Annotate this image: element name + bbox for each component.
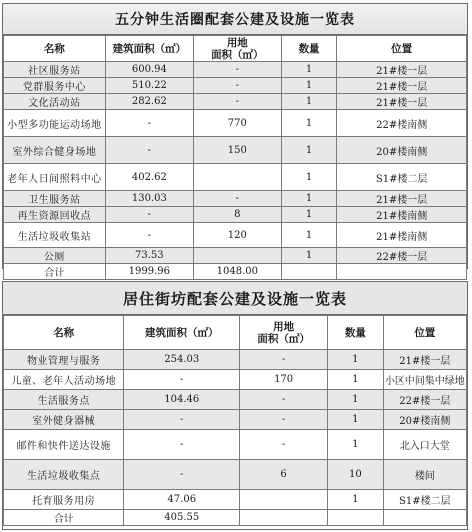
cell-area: 600.94	[105, 62, 193, 78]
cell-land: 170	[240, 370, 328, 390]
total-land: 1048.00	[193, 264, 281, 280]
cell-name: 公厕	[4, 248, 106, 264]
cell-location: 22#楼一层	[337, 248, 467, 264]
cell-area: -	[124, 430, 240, 460]
cell-name: 卫生服务站	[4, 191, 106, 207]
table-row	[4, 191, 467, 207]
facilities-table-block	[2, 281, 468, 530]
cell-area: 73.53	[105, 248, 193, 264]
table-row	[4, 223, 467, 248]
cell-count: 1	[328, 490, 384, 510]
cell-name: 物业管理与服务	[4, 350, 124, 370]
table-row	[4, 137, 467, 164]
table-row	[4, 62, 467, 78]
cell-count: 1	[328, 370, 384, 390]
total-row	[4, 264, 467, 280]
header-row	[4, 316, 467, 350]
cell-location: S1#楼二层	[337, 164, 467, 191]
cell-name: 生活服务点	[4, 390, 124, 410]
cell-name: 社区服务站	[4, 62, 106, 78]
table-row	[4, 248, 467, 264]
cell-land: -	[240, 410, 328, 430]
cell-location: 22#楼一层	[383, 390, 466, 410]
cell-land: 150	[193, 137, 281, 164]
cell-name: 老年人日间照料中心	[4, 164, 106, 191]
cell-land: 120	[193, 223, 281, 248]
cell-land: -	[193, 62, 281, 78]
header-location: 位置	[383, 316, 466, 350]
cell-count: 1	[328, 430, 384, 460]
total-name: 合计	[4, 510, 124, 526]
total-location	[383, 510, 466, 526]
cell-name: 室外综合健身场地	[4, 137, 106, 164]
table-row	[4, 78, 467, 94]
table-row	[4, 350, 467, 370]
cell-name: 生活垃圾收集站	[4, 223, 106, 248]
table-row	[4, 94, 467, 110]
cell-count: 1	[281, 164, 337, 191]
cell-location: 21#楼南侧	[337, 223, 467, 248]
table-row	[4, 390, 467, 410]
cell-area: -	[105, 207, 193, 223]
header-land	[193, 36, 281, 62]
cell-count: 1	[328, 350, 384, 370]
header-land	[240, 316, 328, 350]
total-row	[4, 510, 467, 526]
cell-count: 1	[328, 390, 384, 410]
header-count: 数量	[281, 36, 337, 62]
total-count	[281, 264, 337, 280]
table-title: 五分钟生活圈配套公建及设施一览表	[3, 4, 467, 35]
cell-location: 小区中间集中绿地	[383, 370, 466, 390]
cell-count: 1	[281, 62, 337, 78]
cell-name: 党群服务中心	[4, 78, 106, 94]
cell-area: 510.22	[105, 78, 193, 94]
cell-area: 130.03	[105, 191, 193, 207]
cell-location: 20#楼南侧	[383, 410, 466, 430]
table-row	[4, 430, 467, 460]
cell-count: 1	[281, 248, 337, 264]
cell-area: 104.46	[124, 390, 240, 410]
cell-land: 6	[240, 460, 328, 490]
cell-area: -	[105, 110, 193, 137]
cell-name: 小型多功能运动场地	[4, 110, 106, 137]
header-count: 数量	[328, 316, 384, 350]
cell-location: 21#楼一层	[337, 191, 467, 207]
cell-location: 21#楼一层	[337, 62, 467, 78]
cell-land: -	[193, 191, 281, 207]
cell-area: 47.06	[124, 490, 240, 510]
cell-name: 邮件和快件送达设施	[4, 430, 124, 460]
cell-count: 1	[281, 94, 337, 110]
header-row	[4, 36, 467, 62]
cell-area: 282.62	[105, 94, 193, 110]
cell-area: -	[124, 370, 240, 390]
total-name: 合计	[4, 264, 106, 280]
cell-name: 室外健身器械	[4, 410, 124, 430]
table-row	[4, 410, 467, 430]
cell-land	[193, 164, 281, 191]
cell-land: -	[240, 430, 328, 460]
table-row	[4, 370, 467, 390]
header-land-line1: 用地	[273, 320, 295, 333]
cell-count: 1	[281, 137, 337, 164]
cell-area: -	[124, 460, 240, 490]
cell-area: -	[105, 137, 193, 164]
cell-area: 402.62	[105, 164, 193, 191]
cell-count: 1	[281, 207, 337, 223]
cell-count: 10	[328, 460, 384, 490]
table-row	[4, 460, 467, 490]
cell-location: 21#楼一层	[337, 94, 467, 110]
cell-land: -	[193, 78, 281, 94]
table-row	[4, 207, 467, 223]
cell-location: 21#楼一层	[337, 78, 467, 94]
cell-land	[193, 248, 281, 264]
cell-name: 再生资源回收点	[4, 207, 106, 223]
total-area: 405.55	[124, 510, 240, 526]
cell-land: -	[240, 350, 328, 370]
cell-location: 21#楼一层	[383, 350, 466, 370]
total-area: 1999.96	[105, 264, 193, 280]
total-count	[328, 510, 384, 526]
cell-location: 22#楼南侧	[337, 110, 467, 137]
cell-location: 20#楼南侧	[337, 137, 467, 164]
cell-count: 1	[281, 78, 337, 94]
cell-location: 北入口大堂	[383, 430, 466, 460]
cell-name: 生活垃圾收集点	[4, 460, 124, 490]
header-land-line2: 面积（㎡）	[257, 332, 310, 345]
cell-land	[240, 490, 328, 510]
cell-area: 254.03	[124, 350, 240, 370]
cell-count: 1	[328, 410, 384, 430]
table-title: 居住街坊配套公建及设施一览表	[3, 282, 467, 315]
table-grid	[3, 315, 467, 526]
table-row	[4, 490, 467, 510]
cell-area: -	[124, 410, 240, 430]
table-row	[4, 110, 467, 137]
cell-count: 1	[281, 191, 337, 207]
total-location	[337, 264, 467, 280]
cell-count: 1	[281, 110, 337, 137]
cell-land: -	[240, 390, 328, 410]
header-area: 建筑面积（㎡）	[124, 316, 240, 350]
table-grid	[3, 35, 467, 280]
header-land-line1: 用地	[226, 36, 248, 49]
cell-land: 770	[193, 110, 281, 137]
facilities-table-5min	[2, 3, 468, 279]
cell-location: S1#楼二层	[383, 490, 466, 510]
header-location: 位置	[337, 36, 467, 62]
table-row	[4, 164, 467, 191]
cell-name: 托育服务用房	[4, 490, 124, 510]
total-land	[240, 510, 328, 526]
cell-land: -	[193, 94, 281, 110]
cell-count: 1	[281, 223, 337, 248]
cell-name: 儿童、老年人活动场地	[4, 370, 124, 390]
header-land-line2: 面积（㎡）	[211, 48, 264, 61]
cell-location: 21#楼南侧	[337, 207, 467, 223]
cell-area: -	[105, 223, 193, 248]
header-name: 名称	[4, 36, 106, 62]
cell-land: 8	[193, 207, 281, 223]
header-name: 名称	[4, 316, 124, 350]
header-area: 建筑面积（㎡）	[105, 36, 193, 62]
cell-location: 楼间	[383, 460, 466, 490]
cell-name: 文化活动站	[4, 94, 106, 110]
